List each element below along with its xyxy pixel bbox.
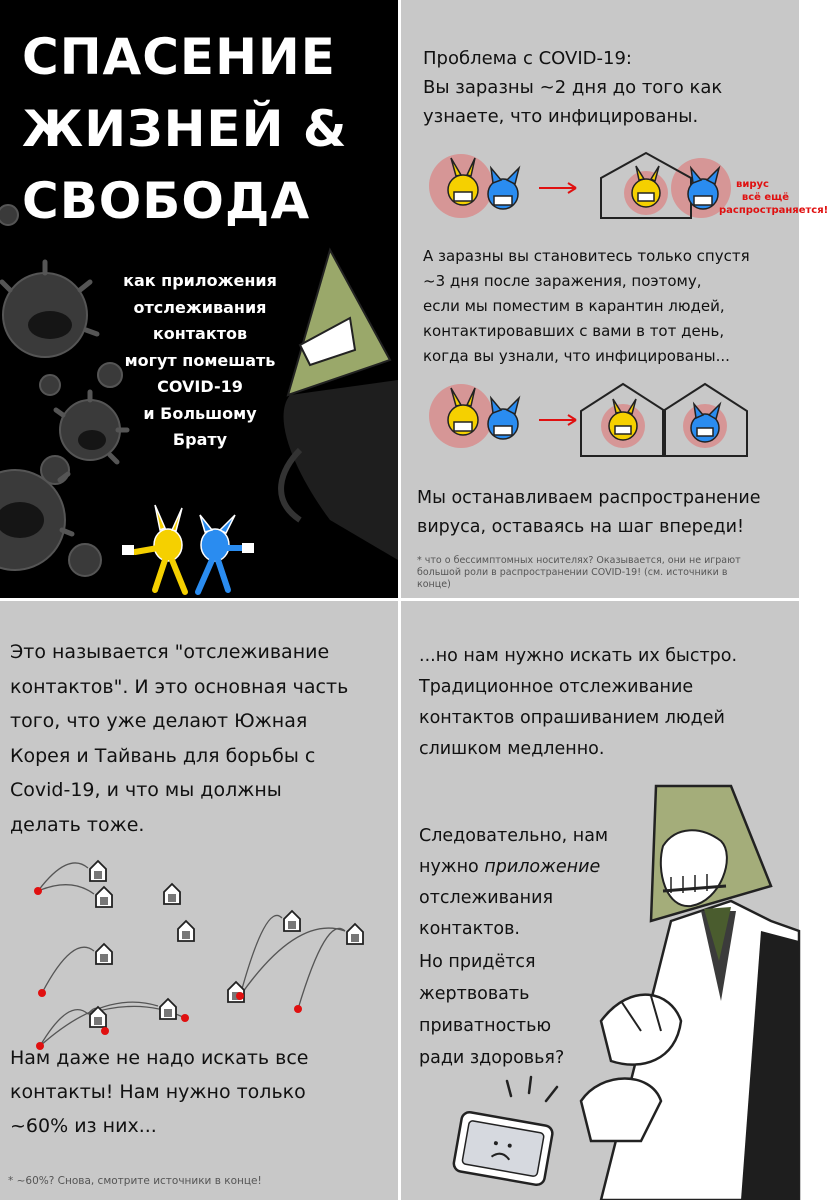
problem-middle-line: когда вы узнали, что инфицированы... (423, 347, 730, 365)
app-question-line: ради здоровья? (419, 1048, 565, 1068)
contact-link (298, 928, 345, 1009)
tracing-text-line: Это называется "отслеживание (10, 641, 330, 663)
house-window (168, 894, 176, 902)
problem-footnote (417, 555, 741, 591)
virus-spreading-line: распространяется! (719, 205, 828, 216)
virus-spreading-line: всё ещё (741, 192, 789, 203)
contact-link (240, 915, 282, 996)
tracing-text-line: того, что уже делают Южная (10, 710, 308, 732)
problem-middle-line: если мы поместим в карантин людей, (423, 297, 725, 315)
problem-intro-line: Проблема с COVID-19: (423, 48, 632, 69)
person-node (38, 989, 46, 997)
infection-diagram-after (401, 376, 799, 466)
tracing-text-line: Корея и Тайвань для борьбы с (10, 744, 316, 767)
cover-subtitle-line: и Большому (143, 403, 257, 423)
house-window (94, 871, 102, 879)
app-top-line: контактов опрашиванием людей (419, 708, 725, 728)
problem-conclusion-line: вируса, оставаясь на шаг впереди! (417, 517, 745, 537)
problem-intro-line: узнаете, что инфицированы. (423, 106, 699, 127)
house-window (100, 897, 108, 905)
tracing-text-line: делать тоже. (10, 813, 145, 836)
person-node (34, 887, 42, 895)
person-node (101, 1027, 109, 1035)
tracing-footnote: * ~60%? Снова, смотрите источники в конце! (8, 1175, 262, 1187)
tracing-bottom-line: контакты! Нам нужно только (10, 1081, 306, 1103)
contact-link (240, 928, 345, 996)
app-middle-word: нужно (419, 857, 485, 877)
contact-link (42, 947, 94, 993)
person-node (294, 1005, 302, 1013)
problem-intro-line: Вы заразны ~2 дня до того как (423, 77, 723, 98)
cover-subtitle-line: отслеживания (133, 297, 267, 317)
tracing-text-line: контактов". И это основная часть (10, 675, 349, 698)
cover-subtitle-line: как приложения (123, 271, 277, 290)
house-window (182, 931, 190, 939)
app-middle-line: Следовательно, нам (419, 826, 609, 846)
problem-footnote-line: большой роли в распространении COVID-19! (см. источники в (417, 567, 728, 578)
problem-middle-line: А заразны вы становитесь только спустя (423, 247, 750, 265)
virus-spreading-line: вирус (736, 179, 769, 190)
house-window (351, 934, 359, 942)
app-question-line: жертвовать (419, 984, 530, 1004)
tracing-text-line: Covid-19, и что мы должны (10, 779, 282, 801)
house-window (288, 921, 296, 929)
tracing-bottom-line: ~60% из них... (10, 1115, 157, 1137)
cover-title-line-1: СПАСЕНИЕ (22, 28, 336, 86)
person-node (181, 1014, 189, 1022)
app-middle-line: отслеживания (419, 888, 553, 908)
house-window (94, 1017, 102, 1025)
cover-subtitle-line: COVID-19 (157, 377, 243, 396)
tracing-text (10, 635, 348, 842)
problem-footnote-line: конце) (417, 579, 451, 590)
problem-intro (423, 44, 722, 131)
cone-head-figure-illustration (401, 601, 799, 1200)
problem-panel (401, 0, 828, 598)
house-window (164, 1009, 172, 1017)
app-top-line: Традиционное отслеживание (419, 677, 694, 697)
app-question-line: Но придётся (419, 952, 536, 972)
cover-subtitle-line: могут помешать (124, 350, 276, 370)
cover-subtitle-line: контактов (152, 324, 248, 343)
app-top-line: ...но нам нужно искать их быстро. (419, 646, 738, 666)
cover-subtitle (110, 268, 290, 454)
problem-conclusion (417, 484, 760, 542)
cover-panel (0, 0, 398, 598)
cover-subtitle-line: Брату (172, 430, 228, 449)
house-window (100, 954, 108, 962)
problem-middle-line: контактировавших с вами в тот день, (423, 322, 725, 340)
cover-title-line-3: СВОБОДА (22, 172, 311, 230)
problem-footnote-line: * что о бессимптомных носителях? Оказывается, они не играют (417, 555, 741, 566)
tracing-panel (0, 601, 398, 1200)
tracing-bottom-line: Нам даже не надо искать все (10, 1047, 309, 1069)
app-top-line: слишком медленно. (419, 739, 605, 759)
tracing-bottom (10, 1041, 309, 1143)
problem-middle-line: ~3 дня после заражения, поэтому, (423, 272, 702, 290)
problem-conclusion-line: Мы останавливаем распространение (417, 488, 761, 508)
app-panel (401, 601, 799, 1200)
app-question-line: приватностью (419, 1016, 552, 1036)
contact-network-diagram (0, 851, 398, 1051)
cover-title-line-2: ЖИЗНЕЙ & (22, 100, 348, 158)
person-node (236, 992, 244, 1000)
app-middle-line: контактов. (419, 919, 520, 939)
problem-middle (423, 244, 750, 369)
virus-spreading-label (719, 178, 828, 217)
contact-link (38, 885, 94, 894)
app-emphasis: приложение (484, 857, 601, 877)
